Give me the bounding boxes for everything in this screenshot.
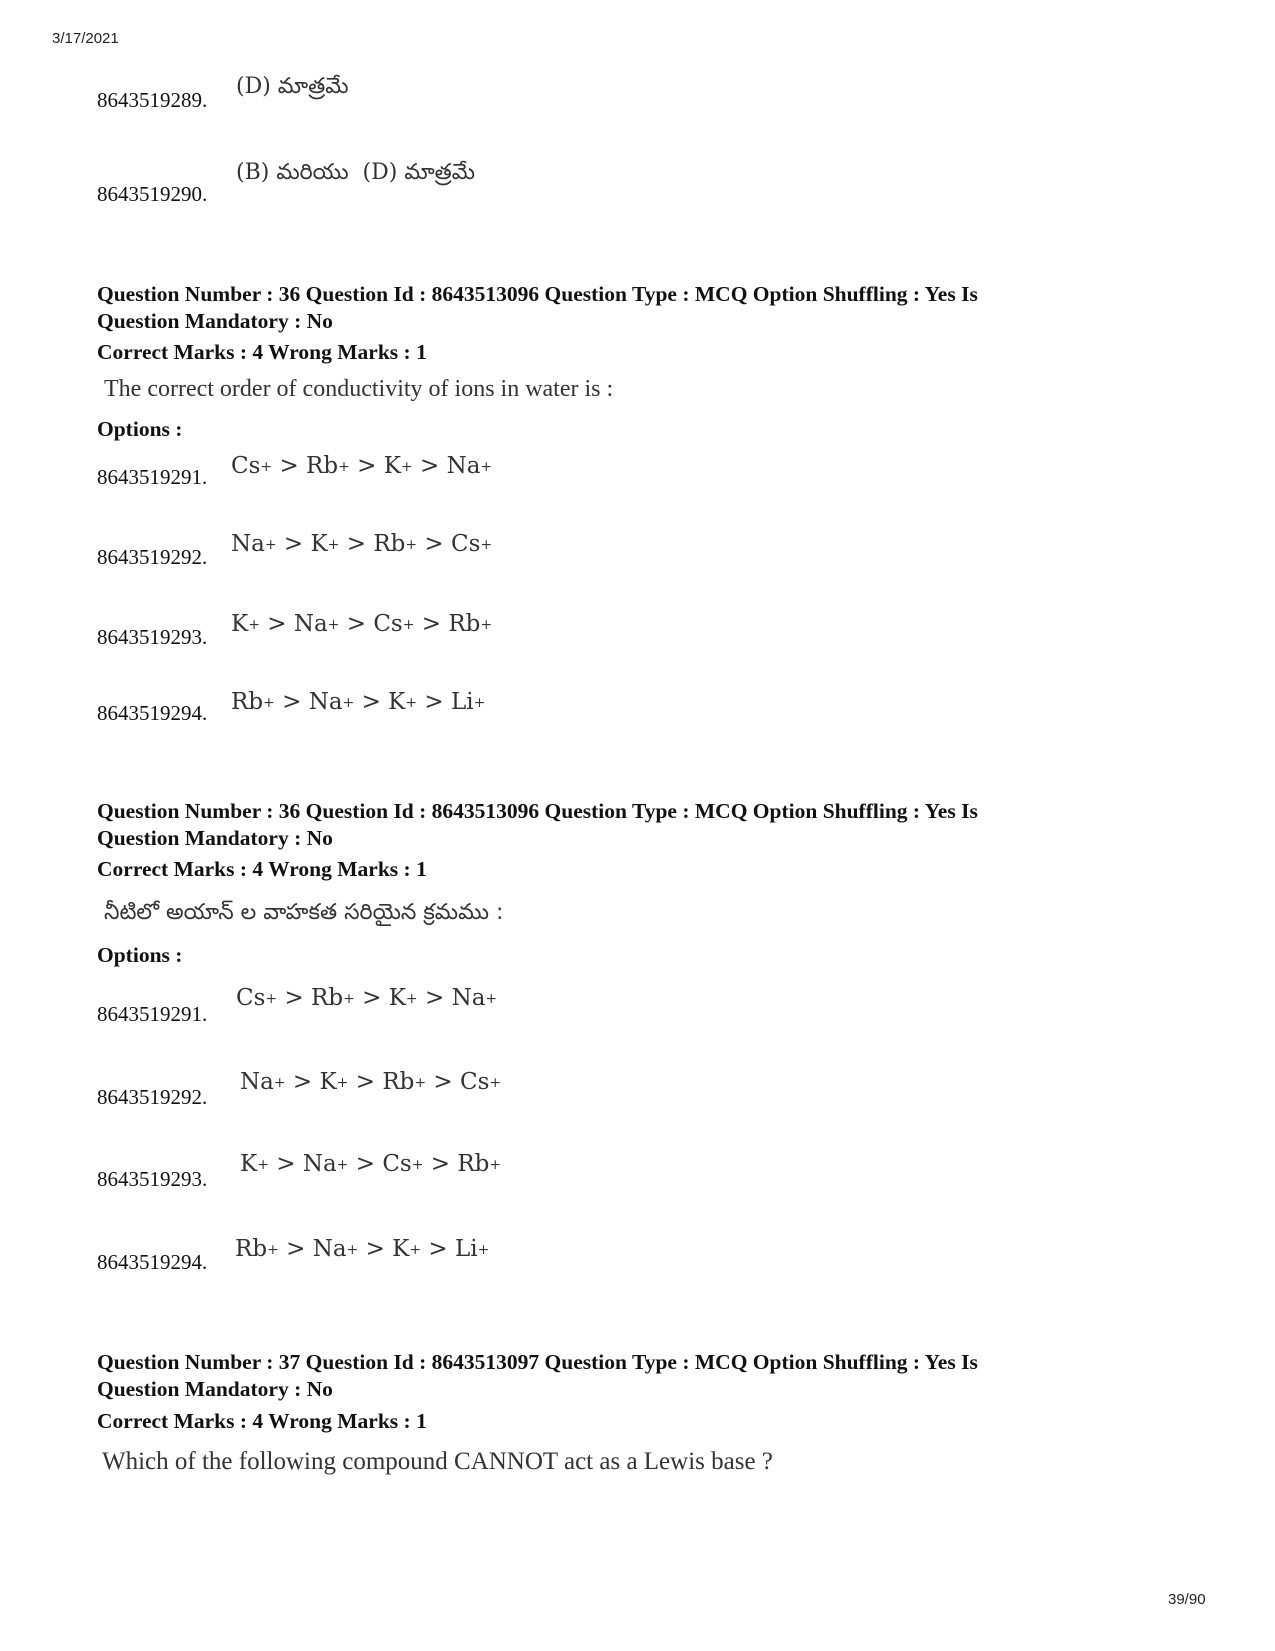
ion-symbol: Cs	[382, 1151, 412, 1177]
greater-than-sign: >	[354, 985, 389, 1011]
greater-than-sign: >	[339, 611, 374, 637]
question-text: Which of the following compound CANNOT act as a Lewis base ?	[102, 1448, 773, 1475]
ion-charge: +	[273, 1075, 286, 1091]
question-marks: Correct Marks : 4 Wrong Marks : 1	[97, 857, 427, 881]
ion-charge: +	[480, 459, 493, 475]
ion-symbol: K	[392, 1236, 410, 1262]
ion-charge: +	[265, 991, 278, 1007]
question-mandatory: Question Mandatory : No	[97, 826, 333, 850]
greater-than-sign: >	[412, 453, 447, 479]
greater-than-sign: >	[417, 689, 451, 715]
option-id: 8643519294.	[97, 701, 208, 725]
option-id: 8643519289.	[97, 88, 208, 112]
ion-symbol: K	[310, 531, 328, 557]
ion-charge: +	[338, 459, 350, 475]
ion-symbol: K	[388, 985, 406, 1011]
ion-symbol: Na	[312, 1236, 347, 1262]
ion-symbol: Rb	[231, 689, 264, 715]
ion-charge: +	[327, 537, 340, 553]
ion-charge: +	[489, 1157, 502, 1173]
ion-symbol: Na	[240, 1069, 274, 1095]
greater-than-sign: >	[268, 1151, 303, 1177]
ion-symbol: Rb	[311, 985, 344, 1011]
ion-symbol: K	[319, 1069, 337, 1095]
ion-symbol: Na	[451, 985, 486, 1011]
ion-charge: +	[346, 1242, 359, 1258]
ion-symbol: Rb	[448, 611, 481, 637]
ion-symbol: Na	[293, 611, 328, 637]
question-meta: Question Number : 36 Question Id : 8643513096 Question Type : MCQ Option Shuffling : Yes Is	[97, 799, 978, 823]
ion-symbol: Na	[231, 531, 265, 557]
question-meta: Question Number : 37 Question Id : 8643513097 Question Type : MCQ Option Shuffling : Yes Is	[97, 1350, 978, 1374]
ion-charge: +	[414, 1075, 427, 1091]
question-meta: Question Number : 36 Question Id : 8643513096 Question Type : MCQ Option Shuffling : Yes Is	[97, 282, 978, 306]
ion-symbol: Li	[451, 689, 474, 715]
greater-than-sign: >	[421, 1236, 455, 1262]
ion-charge: +	[405, 537, 418, 553]
ion-symbol: Rb	[235, 1236, 268, 1262]
question-marks: Correct Marks : 4 Wrong Marks : 1	[97, 340, 427, 364]
ion-symbol: K	[383, 453, 401, 479]
ion-symbol: Cs	[451, 531, 481, 557]
ion-charge: +	[473, 695, 486, 711]
option-id: 8643519293.	[97, 625, 208, 649]
ion-charge: +	[405, 695, 418, 711]
option-id: 8643519292.	[97, 545, 208, 569]
ion-symbol: K	[231, 611, 249, 637]
ion-charge: +	[342, 695, 355, 711]
ion-symbol: K	[240, 1151, 258, 1177]
option-ion-sequence	[231, 531, 492, 557]
greater-than-sign: >	[417, 531, 451, 557]
greater-than-sign: >	[259, 611, 294, 637]
ion-symbol: Cs	[236, 985, 266, 1011]
ion-symbol: Rb	[306, 453, 339, 479]
options-label: Options :	[97, 943, 183, 967]
ion-charge: +	[480, 537, 493, 553]
ion-charge: +	[477, 1242, 490, 1258]
option-text: (B) మరియు (D) మాత్రమే	[236, 160, 476, 185]
question-text: The correct order of conductivity of ions in water is :	[104, 376, 614, 402]
option-text: (D) మాత్రమే	[236, 74, 349, 99]
ion-charge: +	[260, 459, 273, 475]
greater-than-sign: >	[354, 689, 389, 715]
question-marks: Correct Marks : 4 Wrong Marks : 1	[97, 1409, 427, 1433]
ion-charge: +	[411, 1157, 424, 1173]
greater-than-sign: >	[417, 985, 452, 1011]
greater-than-sign: >	[426, 1069, 460, 1095]
ion-symbol: Na	[446, 453, 481, 479]
page-date: 3/17/2021	[52, 30, 119, 47]
ion-charge: +	[400, 459, 413, 475]
ion-symbol: Rb	[457, 1151, 490, 1177]
ion-symbol: Rb	[382, 1069, 415, 1095]
ion-symbol: K	[388, 689, 406, 715]
greater-than-sign: >	[339, 531, 374, 557]
ion-symbol: Cs	[231, 453, 261, 479]
options-label: Options :	[97, 417, 183, 441]
option-ion-sequence	[231, 689, 485, 715]
ion-charge: +	[327, 617, 340, 633]
question-text: నీటిలో అయాన్ ల వాహకత సరియైన క్రమము :	[104, 900, 504, 925]
ion-charge: +	[485, 991, 498, 1007]
option-id: 8643519293.	[97, 1167, 208, 1191]
ion-symbol: Cs	[460, 1069, 490, 1095]
ion-charge: +	[336, 1157, 349, 1173]
greater-than-sign: >	[276, 531, 311, 557]
ion-charge: +	[263, 695, 275, 711]
greater-than-sign: >	[348, 1069, 383, 1095]
greater-than-sign: >	[414, 611, 449, 637]
page-number: 39/90	[1168, 1591, 1206, 1608]
ion-symbol: Na	[308, 689, 343, 715]
ion-charge: +	[405, 991, 418, 1007]
option-ion-sequence	[240, 1069, 501, 1095]
ion-symbol: Cs	[373, 611, 403, 637]
ion-charge: +	[409, 1242, 422, 1258]
option-id: 8643519291.	[97, 1002, 208, 1026]
option-id: 8643519292.	[97, 1085, 208, 1109]
question-mandatory: Question Mandatory : No	[97, 1377, 333, 1401]
option-ion-sequence	[231, 453, 492, 479]
option-ion-sequence	[240, 1151, 501, 1177]
greater-than-sign: >	[274, 689, 309, 715]
option-ion-sequence	[236, 985, 497, 1011]
ion-symbol: Rb	[373, 531, 406, 557]
ion-charge: +	[402, 617, 415, 633]
greater-than-sign: >	[272, 453, 307, 479]
ion-charge: +	[267, 1242, 279, 1258]
greater-than-sign: >	[348, 1151, 383, 1177]
ion-charge: +	[336, 1075, 349, 1091]
greater-than-sign: >	[349, 453, 384, 479]
greater-than-sign: >	[358, 1236, 393, 1262]
ion-charge: +	[343, 991, 355, 1007]
greater-than-sign: >	[423, 1151, 458, 1177]
option-id: 8643519290.	[97, 182, 208, 206]
ion-symbol: Li	[455, 1236, 478, 1262]
ion-symbol: Na	[302, 1151, 337, 1177]
question-mandatory: Question Mandatory : No	[97, 309, 333, 333]
greater-than-sign: >	[277, 985, 312, 1011]
ion-charge: +	[248, 617, 260, 633]
ion-charge: +	[264, 537, 277, 553]
ion-charge: +	[489, 1075, 502, 1091]
greater-than-sign: >	[285, 1069, 320, 1095]
option-ion-sequence	[231, 611, 492, 637]
option-ion-sequence	[235, 1236, 489, 1262]
option-id: 8643519294.	[97, 1250, 208, 1274]
ion-charge: +	[257, 1157, 269, 1173]
ion-charge: +	[480, 617, 493, 633]
option-id: 8643519291.	[97, 465, 208, 489]
greater-than-sign: >	[278, 1236, 313, 1262]
